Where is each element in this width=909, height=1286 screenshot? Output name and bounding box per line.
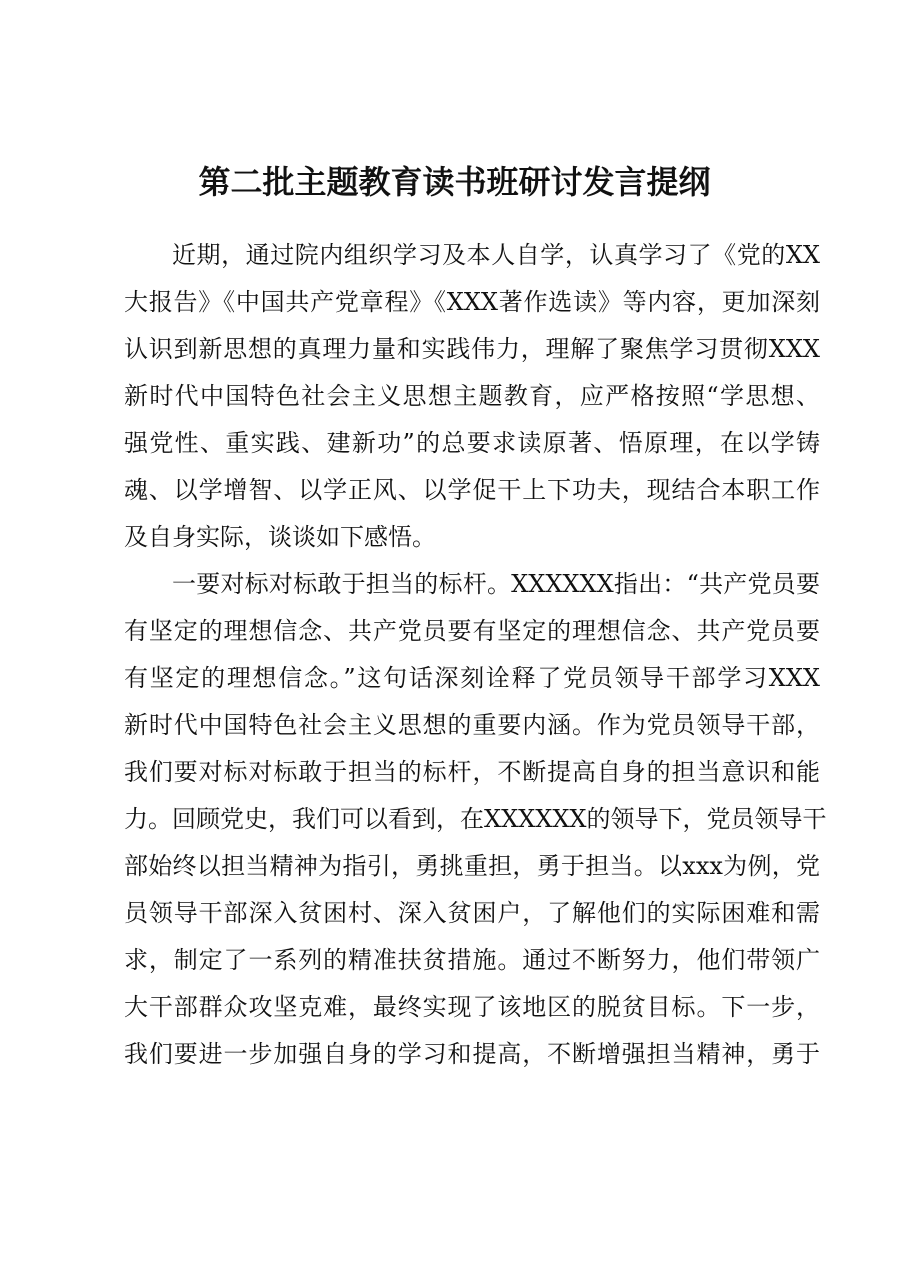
document-body	[124, 232, 827, 1078]
text-line: 大干部群众攻坚克难，最终实现了该地区的脱贫目标。下一步，	[124, 993, 820, 1021]
text-line: 力。回顾党史，我们可以看到，在XXXXXX的领导下，党员领导干	[124, 805, 827, 833]
text-line: 我们要进一步加强自身的学习和提高，不断增强担当精神，勇于	[124, 1040, 820, 1068]
text-line: 我们要对标对标敢于担当的标杆，不断提高自身的担当意识和能	[124, 758, 820, 786]
text-line: 有坚定的理想信念、共产党员要有坚定的理想信念、共产党员要	[124, 617, 820, 645]
text-line: 新时代中国特色社会主义思想的重要内涵。作为党员领导干部，	[124, 711, 820, 739]
text-line: 强党性、重实践、建新功”的总要求读原著、悟原理，在以学铸	[124, 429, 820, 457]
text-line: 一要对标对标敢于担当的标杆。XXXXXX指出：“共产党员要	[172, 570, 820, 598]
text-line: 近期，通过院内组织学习及本人自学，认真学习了《党的XX	[172, 241, 820, 269]
text-line: 大报告》《中国共产党章程》《XXX著作选读》等内容，更加深刻	[124, 288, 820, 316]
document-title: 第二批主题教育读书班研讨发言提纲	[198, 163, 711, 201]
text-line: 认识到新思想的真理力量和实践伟力，理解了聚焦学习贯彻XXX	[124, 335, 820, 363]
text-line: 魂、以学增智、以学正风、以学促干上下功夫，现结合本职工作	[124, 476, 820, 504]
paragraph	[124, 232, 820, 561]
text-line: 及自身实际，谈谈如下感悟。	[124, 523, 436, 551]
paragraph	[124, 561, 827, 1078]
text-line: 部始终以担当精神为指引，勇挑重担，勇于担当。以xxx为例，党	[124, 852, 820, 880]
text-line: 员领导干部深入贫困村、深入贫困户，了解他们的实际困难和需	[124, 899, 820, 927]
text-line: 有坚定的理想信念。”这句话深刻诠释了党员领导干部学习XXX	[124, 664, 820, 692]
text-line: 求，制定了一系列的精准扶贫措施。通过不断努力，他们带领广	[124, 946, 820, 974]
text-line: 新时代中国特色社会主义思想主题教育，应严格按照“学思想、	[124, 382, 820, 410]
